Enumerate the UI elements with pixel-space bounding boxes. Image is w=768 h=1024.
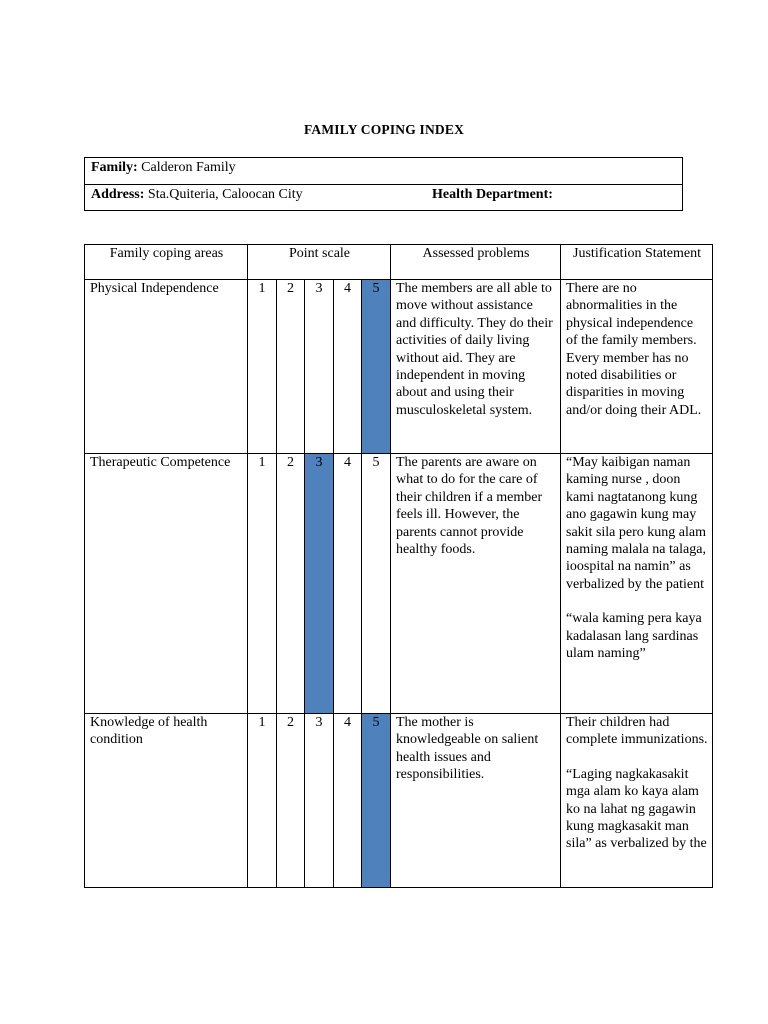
score-2: 2 (277, 280, 305, 454)
header-justification-statement: Justification Statement (561, 245, 713, 280)
address-field (91, 187, 303, 203)
assessed-problem: The parents are aware on what to do for the care of their children if a member feels ill. However, the parents cannot provide healthy foods. (391, 454, 561, 714)
score-1: 1 (248, 280, 277, 454)
coping-area: Knowledge of health condition (85, 714, 248, 888)
justification-paragraph: “wala kaming pera kaya kadalasan lang sardinas ulam naming” (566, 611, 702, 662)
health-department-label: Health Department: (432, 187, 553, 202)
justification-paragraph: “May kaibigan naman kaming nurse , doon kami nagtatanong kung ano gagawin kung may sakit sila pero kung alam naming malala na talaga, ioospital na namin” as verbalized by the patient (566, 455, 706, 592)
score-2: 2 (277, 454, 305, 714)
table-row (85, 714, 713, 888)
score-5: 5 (362, 454, 391, 714)
family-field (91, 160, 236, 176)
header-assessed-problems: Assessed problems (391, 245, 561, 280)
table-row (85, 280, 713, 454)
score-4: 4 (334, 454, 362, 714)
table-row (85, 454, 713, 714)
score-3-selected: 3 (305, 454, 334, 714)
family-row (85, 158, 682, 185)
coping-area: Therapeutic Competence (85, 454, 248, 714)
coping-area: Physical Independence (85, 280, 248, 454)
header-point-scale: Point scale (248, 245, 391, 280)
score-5-selected: 5 (362, 280, 391, 454)
family-info-box (84, 157, 683, 211)
paragraph-gap (566, 749, 708, 766)
score-1: 1 (248, 714, 277, 888)
assessed-problem: The members are all able to move without assistance and difficulty. They do their activities of daily living without aid. They are independent in moving about and using their musculoskeletal system. (391, 280, 561, 454)
score-5-selected: 5 (362, 714, 391, 888)
score-2: 2 (277, 714, 305, 888)
address-label: Address: (91, 187, 145, 202)
header-family-coping-areas: Family coping areas (85, 245, 248, 280)
score-3: 3 (305, 714, 334, 888)
justification-paragraph: “Laging nagkakasakit mga alam ko kaya alam ko na lahat ng gagawin kung magkasakit man sila” as verbalized by the (566, 766, 707, 852)
document-title: FAMILY COPING INDEX (303, 122, 465, 137)
justification-statement: There are no abnormalities in the physical independence of the family members. Every member has no noted disabilities or disparities in moving and/or doing their ADL. (561, 280, 713, 454)
score-4: 4 (334, 714, 362, 888)
score-4: 4 (334, 280, 362, 454)
justification-paragraph: Their children had complete immunizations. (566, 715, 708, 748)
score-1: 1 (248, 454, 277, 714)
table-header-row (85, 245, 713, 280)
score-3: 3 (305, 280, 334, 454)
justification-statement (561, 454, 713, 714)
family-value: Calderon Family (137, 160, 236, 175)
address-value: Sta.Quiteria, Caloocan City (144, 187, 303, 202)
coping-index-table (84, 244, 713, 888)
family-label: Family: (91, 160, 138, 175)
paragraph-gap (566, 593, 708, 610)
justification-statement (561, 714, 713, 888)
assessed-problem: The mother is knowledgeable on salient health issues and responsibilities. (391, 714, 561, 888)
